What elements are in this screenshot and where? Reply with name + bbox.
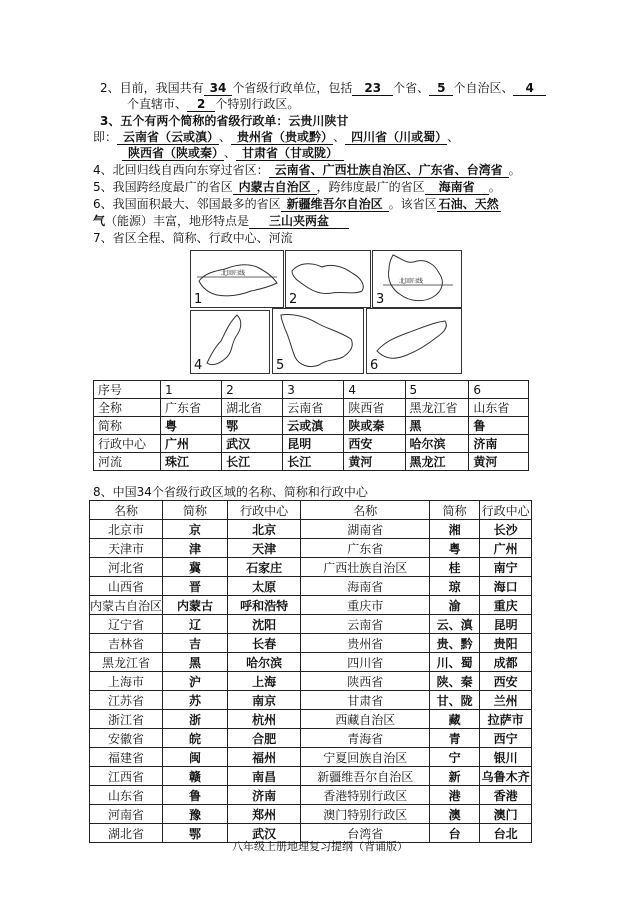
q4-line: 4、北回归线自西向东穿过省区： 云南省、广西壮族自治区、广东省、台湾省 。 — [93, 163, 521, 177]
province-name: 青海省 — [301, 729, 430, 748]
summary-cell: 昆明 — [283, 435, 344, 453]
capital: 澳门 — [480, 805, 532, 824]
summary-cell: 黑龙江省 — [405, 399, 469, 417]
province-name: 宁夏回族自治区 — [301, 748, 430, 767]
summary-cell: 鲁 — [469, 417, 529, 435]
abbreviation: 京 — [163, 520, 228, 539]
province-map-4 — [190, 310, 270, 374]
province-row — [90, 767, 532, 786]
abbreviation: 豫 — [163, 805, 228, 824]
summary-cell: 云或滇 — [283, 417, 344, 435]
summary-row-header: 行政中心 — [94, 435, 161, 453]
capital: 济南 — [228, 786, 301, 805]
capital: 太原 — [228, 577, 301, 596]
summary-cell: 5 — [405, 381, 469, 399]
blank-answer: 陕西省（陕或秦） — [122, 146, 224, 161]
blank-answer: 4 — [513, 81, 545, 96]
abbreviation: 晋 — [163, 577, 228, 596]
abbreviation: 陕、秦 — [430, 672, 480, 691]
province-map-2 — [285, 250, 371, 308]
summary-cell: 陕西省 — [344, 399, 405, 417]
summary-cell: 长江 — [283, 453, 344, 471]
summary-row-header: 序号 — [94, 381, 161, 399]
province-row — [90, 729, 532, 748]
summary-cell: 粤 — [160, 417, 221, 435]
province-shape-heilongjiang — [273, 309, 363, 373]
column-header: 行政中心 — [228, 501, 301, 520]
capital: 台北 — [480, 824, 532, 843]
province-name: 陕西省 — [301, 672, 430, 691]
blank-answer: 23 — [352, 81, 393, 96]
map-number: 4 — [194, 358, 203, 373]
abbreviation: 辽 — [163, 615, 228, 634]
province-shape-shandong — [367, 309, 461, 373]
province-row — [90, 539, 532, 558]
province-row — [90, 691, 532, 710]
summary-cell: 长江 — [222, 453, 283, 471]
tropic-label: 北回归线 — [399, 278, 424, 285]
capital: 南宁 — [480, 558, 532, 577]
summary-row — [94, 417, 529, 435]
province-name: 北京市 — [90, 520, 163, 539]
q6-line1: 6、我国面积最大、邻国最多的省区 新疆维吾尔自治区 。该省区 石油、天然 — [93, 197, 499, 211]
capital: 重庆 — [480, 596, 532, 615]
summary-cell: 1 — [160, 381, 221, 399]
summary-cell: 鄂 — [222, 417, 283, 435]
province-row — [90, 710, 532, 729]
summary-cell: 广东省 — [160, 399, 221, 417]
abbreviation: 藏 — [430, 710, 480, 729]
province-summary-table — [93, 380, 529, 471]
blank-answer: 甘肃省（甘或陇） — [236, 146, 344, 161]
abbreviation: 浙 — [163, 710, 228, 729]
province-name: 广西壮族自治区 — [301, 558, 430, 577]
abbreviation: 赣 — [163, 767, 228, 786]
blank-answer: 四川省（川或蜀） — [345, 130, 447, 145]
capital: 呼和浩特 — [228, 596, 301, 615]
abbreviation: 川、蜀 — [430, 653, 480, 672]
capital: 拉萨市 — [480, 710, 532, 729]
abbreviation: 云、滇 — [430, 615, 480, 634]
q3-line3: 陕西省（陕或秦） 、 甘肃省（甘或陇） — [122, 145, 344, 161]
summary-row-header: 全称 — [94, 399, 161, 417]
province-name: 新疆维吾尔自治区 — [301, 767, 430, 786]
province-name: 河南省 — [90, 805, 163, 824]
capital: 杭州 — [228, 710, 301, 729]
q2-line2: 个直辖市、 2 个特别行政区。 — [127, 97, 300, 111]
abbreviation: 贵、黔 — [430, 634, 480, 653]
summary-row-header: 简称 — [94, 417, 161, 435]
blank-answer: 海南省 — [425, 180, 489, 195]
province-name: 上海市 — [90, 672, 163, 691]
blank-answer: 34 — [204, 81, 233, 96]
abbreviation: 内蒙古 — [163, 596, 228, 615]
capital: 天津 — [228, 539, 301, 558]
province-name: 澳门特别行政区 — [301, 805, 430, 824]
blank-answer: 石油、天然 — [438, 197, 499, 211]
capital: 银川 — [480, 748, 532, 767]
province-name: 海南省 — [301, 577, 430, 596]
province-name: 山东省 — [90, 786, 163, 805]
q3-line1: 3、五个有两个简称的省级行政单：云贵川陕甘 — [100, 114, 349, 128]
capital: 兰州 — [480, 691, 532, 710]
q2-line1: 2、目前，我国共有 34 个省级行政单位，包括 23 个省、 5 个自治区、 4 — [100, 80, 546, 96]
capital: 上海 — [228, 672, 301, 691]
abbreviation: 闽 — [163, 748, 228, 767]
capital: 乌鲁木齐 — [480, 767, 532, 786]
abbreviation: 澳 — [430, 805, 480, 824]
provinces-header-row — [90, 501, 532, 520]
capital: 南昌 — [228, 767, 301, 786]
province-name: 四川省 — [301, 653, 430, 672]
province-name: 江西省 — [90, 767, 163, 786]
column-header: 名称 — [90, 501, 163, 520]
province-row — [90, 805, 532, 824]
column-header: 简称 — [430, 501, 480, 520]
abbreviation: 青 — [430, 729, 480, 748]
capital: 北京 — [228, 520, 301, 539]
blank-answer: 三山夹两盆 — [249, 214, 349, 229]
abbreviation: 新 — [430, 767, 480, 786]
province-row — [90, 634, 532, 653]
abbreviation: 鲁 — [163, 786, 228, 805]
province-map-3 — [372, 250, 462, 308]
summary-row — [94, 435, 529, 453]
province-row — [90, 615, 532, 634]
abbreviation: 黑 — [163, 653, 228, 672]
blank-answer: 5 — [429, 81, 453, 96]
province-name: 江苏省 — [90, 691, 163, 710]
capital: 西宁 — [480, 729, 532, 748]
abbreviation: 津 — [163, 539, 228, 558]
abbreviation: 桂 — [430, 558, 480, 577]
province-name: 甘肃省 — [301, 691, 430, 710]
summary-cell: 湖北省 — [222, 399, 283, 417]
tropic-label: 北回归线 — [221, 270, 246, 277]
province-shape-hubei — [286, 251, 370, 307]
province-name: 贵州省 — [301, 634, 430, 653]
map-number: 1 — [194, 292, 203, 307]
abbreviation: 渝 — [430, 596, 480, 615]
abbreviation: 苏 — [163, 691, 228, 710]
summary-cell: 黄河 — [344, 453, 405, 471]
province-row — [90, 558, 532, 577]
abbreviation: 皖 — [163, 729, 228, 748]
capital: 西安 — [480, 672, 532, 691]
abbreviation: 甘、陇 — [430, 691, 480, 710]
blank-answer: 贵州省（贵或黔） — [231, 130, 333, 145]
capital: 合肥 — [228, 729, 301, 748]
province-row — [90, 520, 532, 539]
capital: 哈尔滨 — [228, 653, 301, 672]
province-name: 香港特别行政区 — [301, 786, 430, 805]
column-header: 名称 — [301, 501, 430, 520]
map-number: 2 — [289, 292, 298, 307]
summary-cell: 2 — [222, 381, 283, 399]
province-shape-yunnan — [373, 251, 461, 307]
province-name: 广东省 — [301, 539, 430, 558]
province-row — [90, 596, 532, 615]
column-header: 行政中心 — [480, 501, 532, 520]
abbreviation: 冀 — [163, 558, 228, 577]
province-row — [90, 786, 532, 805]
capital: 郑州 — [228, 805, 301, 824]
province-outline-maps — [190, 250, 462, 374]
province-row — [90, 577, 532, 596]
capital: 武汉 — [228, 824, 301, 843]
blank-answer: 新疆维吾尔自治区 — [281, 197, 389, 212]
province-name: 安徽省 — [90, 729, 163, 748]
province-name: 黑龙江省 — [90, 653, 163, 672]
province-shape-shaanxi — [191, 311, 269, 373]
q6-line2: 气（能源）丰富，地形特点是 三山夹两盆 — [93, 213, 349, 229]
summary-cell: 陕或秦 — [344, 417, 405, 435]
abbreviation: 吉 — [163, 634, 228, 653]
summary-cell: 云南省 — [283, 399, 344, 417]
capital: 南京 — [228, 691, 301, 710]
summary-cell: 6 — [469, 381, 529, 399]
province-name: 云南省 — [301, 615, 430, 634]
province-name: 山西省 — [90, 577, 163, 596]
capital: 福州 — [228, 748, 301, 767]
province-row — [90, 748, 532, 767]
abbreviation: 湘 — [430, 520, 480, 539]
summary-cell: 西安 — [344, 435, 405, 453]
summary-cell: 武汉 — [222, 435, 283, 453]
summary-row-header: 河流 — [94, 453, 161, 471]
capital: 石家庄 — [228, 558, 301, 577]
summary-cell: 山东省 — [469, 399, 529, 417]
q7-title: 7、省区全程、简称、行政中心、河流 — [93, 231, 293, 245]
page-footer: 八年级上册地理复习提纲（背诵版） — [232, 840, 408, 853]
province-row — [90, 672, 532, 691]
q8-title: 8、中国34个省级行政区域的名称、简称和行政中心 — [93, 485, 368, 499]
province-map-6 — [366, 308, 462, 374]
summary-cell: 4 — [344, 381, 405, 399]
blank-answer: 内蒙古自治区 — [233, 180, 317, 195]
province-name: 西藏自治区 — [301, 710, 430, 729]
capital: 贵阳 — [480, 634, 532, 653]
summary-cell: 黑龙江 — [405, 453, 469, 471]
province-map-5 — [272, 308, 364, 374]
summary-row — [94, 381, 529, 399]
abbreviation: 宁 — [430, 748, 480, 767]
blank-answer: 云南省（云或滇） — [117, 130, 219, 145]
abbreviation: 琼 — [430, 577, 480, 596]
map-number: 5 — [276, 358, 285, 373]
summary-cell: 珠江 — [160, 453, 221, 471]
capital: 成都 — [480, 653, 532, 672]
province-name: 浙江省 — [90, 710, 163, 729]
summary-cell: 广州 — [160, 435, 221, 453]
capital: 昆明 — [480, 615, 532, 634]
province-name: 河北省 — [90, 558, 163, 577]
province-name: 重庆市 — [301, 596, 430, 615]
capital: 海口 — [480, 577, 532, 596]
map-number: 3 — [376, 292, 385, 307]
province-name: 湖北省 — [90, 824, 163, 843]
summary-cell: 3 — [283, 381, 344, 399]
abbreviation: 沪 — [163, 672, 228, 691]
map-number: 6 — [370, 358, 379, 373]
province-name: 福建省 — [90, 748, 163, 767]
province-name: 天津市 — [90, 539, 163, 558]
summary-row — [94, 453, 529, 471]
province-name: 辽宁省 — [90, 615, 163, 634]
blank-answer: 云南省、广西壮族自治区、广东省、台湾省 — [269, 163, 509, 178]
province-name: 台湾省 — [301, 824, 430, 843]
q3-line2: 即： 云南省（云或滇） 、 贵州省（贵或黔） 、 四川省（川或蜀） 、 — [93, 130, 460, 144]
province-name: 湖南省 — [301, 520, 430, 539]
summary-cell: 哈尔滨 — [405, 435, 469, 453]
abbreviation: 粤 — [430, 539, 480, 558]
province-name: 吉林省 — [90, 634, 163, 653]
summary-cell: 黑 — [405, 417, 469, 435]
provinces-table — [89, 500, 532, 843]
capital: 广州 — [480, 539, 532, 558]
province-row — [90, 653, 532, 672]
capital: 长沙 — [480, 520, 532, 539]
summary-row — [94, 399, 529, 417]
summary-cell: 济南 — [469, 435, 529, 453]
capital: 长春 — [228, 634, 301, 653]
abbreviation: 台 — [430, 824, 480, 843]
province-name: 内蒙古自治区 — [90, 596, 163, 615]
q5-line: 5、我国跨经度最广的省区 内蒙古自治区 ，跨纬度最广的省区 海南省 。 — [93, 180, 501, 194]
summary-cell: 黄河 — [469, 453, 529, 471]
abbreviation: 鄂 — [163, 824, 228, 843]
capital: 香港 — [480, 786, 532, 805]
capital: 沈阳 — [228, 615, 301, 634]
blank-answer: 2 — [187, 97, 215, 112]
column-header: 简称 — [163, 501, 228, 520]
province-map-1 — [190, 250, 284, 308]
abbreviation: 港 — [430, 786, 480, 805]
province-shape-guangdong — [191, 251, 283, 307]
